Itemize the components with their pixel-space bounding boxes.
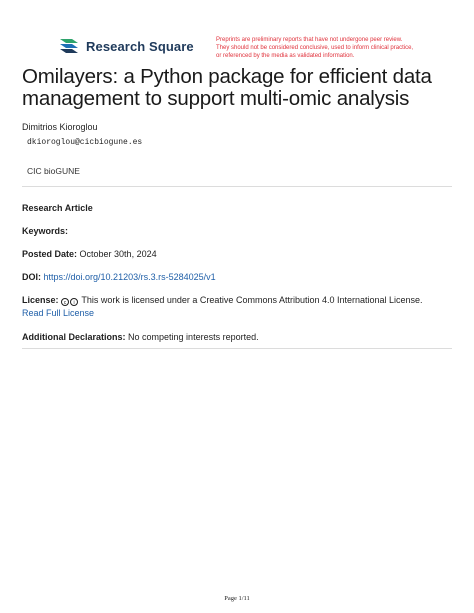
page-number: Page 1/11: [224, 595, 250, 602]
doi-label: DOI:: [22, 272, 41, 282]
research-square-logo[interactable]: [58, 38, 194, 54]
cc-icon: c: [61, 298, 69, 306]
posted-date-row: [22, 249, 157, 259]
keywords-label: Keywords:: [22, 226, 69, 236]
posted-date-value: October 30th, 2024: [79, 249, 157, 259]
disclaimer-line: Preprints are preliminary reports that have not undergone peer review.: [216, 37, 403, 43]
doi-link[interactable]: https://doi.org/10.21203/rs.3.rs-5284025/v1: [43, 272, 216, 282]
research-square-logo-icon: [58, 38, 80, 54]
disclaimer-line: They should not be considered conclusive, used to inform clinical practice,: [216, 45, 414, 51]
read-license-row: [22, 308, 94, 318]
page-header: [0, 0, 474, 70]
read-full-license-link[interactable]: Read Full License: [22, 308, 95, 318]
author-email[interactable]: dkioroglou@cicbiogune.es: [27, 138, 143, 147]
license-row: [22, 295, 423, 306]
section-divider: [22, 348, 452, 349]
preprint-disclaimer: [216, 36, 466, 60]
doi-row: [22, 272, 216, 282]
declarations-value: No competing interests reported.: [128, 332, 259, 342]
article-type: Research Article: [22, 203, 93, 213]
declarations-row: [22, 332, 259, 342]
disclaimer-line: or referenced by the media as validated information.: [216, 53, 355, 59]
author-affiliation: CIC bioGUNE: [27, 166, 80, 176]
posted-date-label: Posted Date:: [22, 249, 78, 259]
license-text: This work is licensed under a Creative Commons Attribution 4.0 International License.: [81, 295, 423, 305]
author-name: Dimitrios Kioroglou: [22, 122, 98, 132]
declarations-label: Additional Declarations:: [22, 332, 126, 342]
section-divider: [22, 186, 452, 187]
by-icon: i: [70, 298, 78, 306]
logo-text: Research Square: [86, 38, 194, 54]
keywords-row: [22, 226, 68, 236]
paper-title: Omilayers: a Python package for efficient data management to support multi-omic analysis: [22, 65, 432, 110]
license-label: License:: [22, 295, 59, 305]
